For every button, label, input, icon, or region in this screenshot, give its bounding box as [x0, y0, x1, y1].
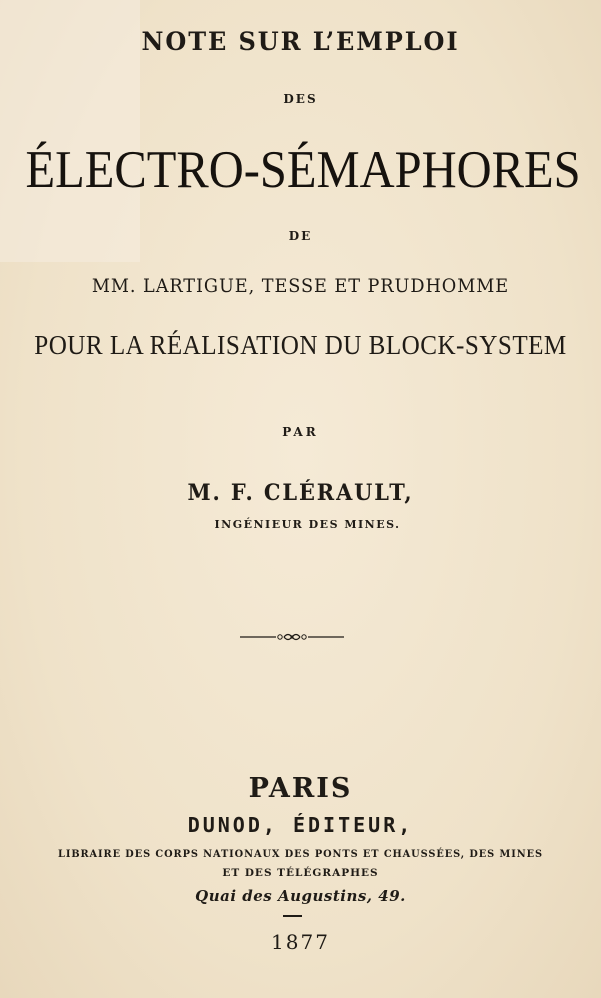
by-line-par: PAR [282, 425, 319, 439]
publisher-name: DUNOD, ÉDITEUR, [187, 813, 414, 837]
ornament-divider-icon [240, 630, 344, 644]
author-name: M. F. CLÉRAULT, [187, 480, 414, 506]
short-rule [283, 915, 302, 917]
title-top: NOTE SUR L’EMPLOI [141, 27, 460, 56]
publisher-address: Quai des Augustins, 49. [195, 887, 406, 905]
publication-year: 1877 [271, 930, 330, 954]
publisher-description-line-2: ET DES TÉLÉGRAPHES [222, 867, 379, 879]
main-title: ÉLECTRO-SÉMAPHORES [25, 141, 581, 199]
subtitle-purpose: POUR LA RÉALISATION DU BLOCK-SYSTEM [34, 330, 567, 360]
title-connector-des: DES [283, 92, 318, 106]
title-connector-de: DE [288, 229, 313, 243]
publisher-description-line-1: LIBRAIRE DES CORPS NATIONAUX DES PONTS ET CHAUSSÉES, DES MINES [58, 848, 543, 860]
author-title: INGÉNIEUR DES MINES. [214, 518, 401, 531]
inventor-names: MM. LARTIGUE, TESSE ET PRUDHOMME [91, 275, 510, 297]
imprint-city: PARIS [248, 773, 353, 804]
